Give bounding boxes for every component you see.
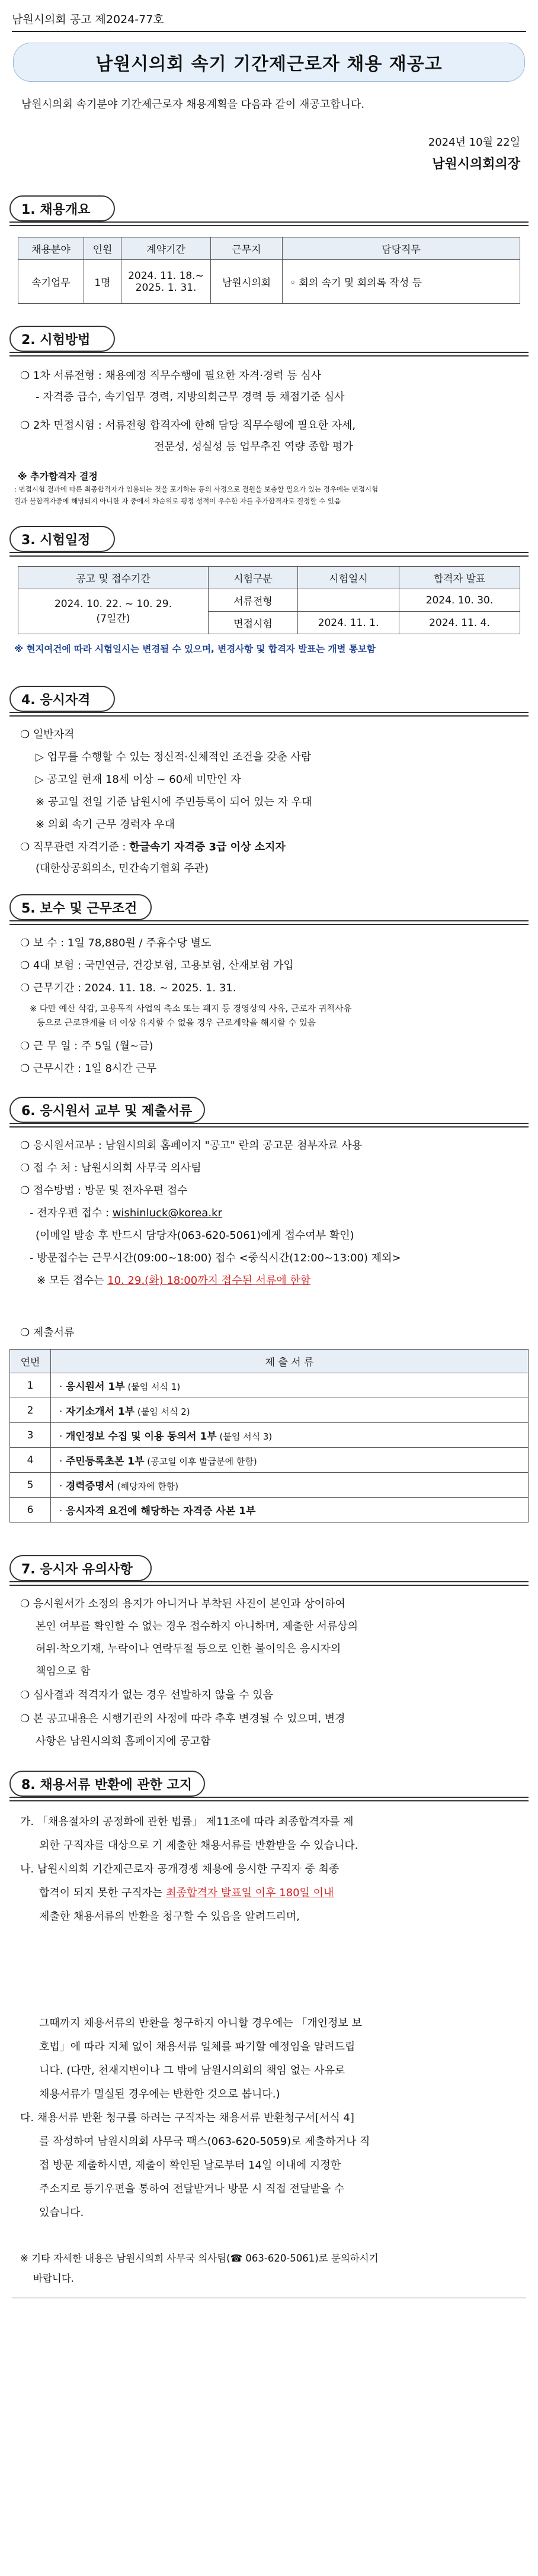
table-cell xyxy=(298,589,399,612)
precaution-item: 본인 여부를 확인할 수 없는 경우 접수하지 아니하며, 제출한 서류상의 xyxy=(36,1620,358,1633)
table-cell: 1 xyxy=(10,1373,51,1398)
return-item: 를 작성하여 남원시의회 사무국 팩스(063-620-5059)로 제출하거나 직 xyxy=(39,2135,370,2148)
eligibility-item: ▷ 업무를 수행할 수 있는 정신적·신체적인 조건을 갖춘 사람 xyxy=(36,751,312,763)
table-header: 공고 및 접수기간 xyxy=(18,567,209,589)
email-link[interactable]: wishinluck@korea.kr xyxy=(112,1207,222,1219)
precaution-item: ❍ 본 공고내용은 시행기관의 사정에 따라 추후 변경될 수 있으며, 변경 xyxy=(20,1713,345,1725)
table-header: 담당직무 xyxy=(283,237,520,260)
page-title: 남원시의회 속기 기간제근로자 채용 재공고 xyxy=(13,43,525,82)
pay-note: ※ 다만 예산 삭감, 고용목적 사업의 축소 또는 폐지 등 경영상의 사유, 근로자 귀책사유 xyxy=(30,1004,352,1014)
table-cell: 2024. 11. 1. xyxy=(298,612,399,634)
exam-step-1: ❍ 1차 서류전형 : 채용예정 직무수행에 필요한 자격·경력 등 심사 xyxy=(20,370,322,382)
extra-pass-text: 결과 불합격자중에 해당되지 아니한 자 중에서 차순위로 평정 성적이 우수한 자를 추가합격자로 결정할 수 있음 xyxy=(14,497,341,505)
section-heading-pay: 5. 보수 및 근무조건 xyxy=(9,894,152,920)
application-item: - 방문접수는 근무시간(09:00~18:00) 접수 <중식시간(12:00~13:00) 제외> xyxy=(30,1252,401,1264)
section-heading-overview: 1. 채용개요 xyxy=(9,195,115,221)
table-header: 연번 xyxy=(10,1350,51,1373)
precaution-item: ❍ 심사결과 적격자가 없는 경우 선발하지 않을 수 있음 xyxy=(20,1689,274,1701)
contact-note: 바랍니다. xyxy=(33,2273,75,2284)
table-cell: · 자기소개서 1부 (붙임 서식 2) xyxy=(51,1398,529,1423)
return-item: 호법」에 따라 지체 없이 채용서류 일체를 파기할 예정임을 알려드립 xyxy=(39,2041,356,2053)
table-cell: 남원시의회 xyxy=(211,260,283,304)
return-item: 그때까지 채용서류의 반환을 청구하지 아니할 경우에는 「개인정보 보 xyxy=(39,2017,362,2029)
table-cell: 면접시험 xyxy=(209,612,298,634)
eligibility-item: ❍ 일반자격 xyxy=(20,728,75,741)
precaution-item: 책임으로 함 xyxy=(36,1665,91,1678)
return-item: 가. 「채용절차의 공정화에 관한 법률」 제11조에 따라 최종합격자를 제 xyxy=(20,1816,354,1828)
notice-date: 2024년 10월 22일 xyxy=(428,136,520,149)
eligibility-item: ※ 공고일 전일 기준 남원시에 주민등록이 되어 있는 자 우대 xyxy=(36,796,312,808)
table-cell: 1명 xyxy=(84,260,121,304)
section-heading-eligibility: 4. 응시자격 xyxy=(9,686,115,712)
exam-step-2: ❍ 2차 면접시험 : 서류전형 합격자에 한해 담당 직무수행에 필요한 자세, xyxy=(20,419,356,432)
issuing-org: 남원시의회의장 xyxy=(432,157,520,172)
table-cell: · 주민등록초본 1부 (공고일 이후 발급분에 한함) xyxy=(51,1448,529,1473)
eligibility-item: ❍ 직무관련 자격기준 : 한글속기 자격증 3급 이상 소지자 xyxy=(20,841,286,853)
intro-text: 남원시의회 속기분야 기간제근로자 채용계획을 다음과 같이 재공고합니다. xyxy=(21,98,365,111)
pay-item: ❍ 근무기간 : 2024. 11. 18. ~ 2025. 1. 31. xyxy=(20,982,236,994)
return-item: 제출한 채용서류의 반환을 청구할 수 있음을 알려드리며, xyxy=(39,1910,300,1923)
table-cell: 6 xyxy=(10,1498,51,1523)
return-item: 있습니다. xyxy=(39,2206,84,2219)
table-cell: 2024. 10. 22. ~ 10. 29. (7일간) xyxy=(18,589,209,634)
pay-item: ❍ 근무시간 : 1일 8시간 근무 xyxy=(20,1062,157,1075)
return-item: 접 방문 제출하시면, 제출이 확인된 날로부터 14일 이내에 지정한 xyxy=(39,2159,341,2172)
table-header: 합격자 발표 xyxy=(399,567,520,589)
application-item: (이메일 발송 후 반드시 담당자(063-620-5061)에게 접수여부 확인) xyxy=(36,1229,354,1242)
table-cell: 2024. 11. 4. xyxy=(399,612,520,634)
return-item: 외한 구직자를 대상으로 기 제출한 채용서류를 반환받을 수 있습니다. xyxy=(39,1839,358,1852)
table-header: 근무지 xyxy=(211,237,283,260)
overview-table xyxy=(18,237,520,304)
return-item: 주소지로 등기우편을 통하여 전달받거나 방문 시 직접 전달받을 수 xyxy=(39,2183,345,2195)
divider xyxy=(12,31,526,32)
table-header: 채용분야 xyxy=(18,237,84,260)
table-cell: · 응시자격 요건에 해당하는 자격증 사본 1부 xyxy=(51,1498,529,1523)
table-header: 시험일시 xyxy=(298,567,399,589)
eligibility-item: ▷ 공고일 현재 18세 이상 ~ 60세 미만인 자 xyxy=(36,773,241,786)
table-cell: 3 xyxy=(10,1423,51,1448)
return-item: 나. 남원시의회 기간제근로자 공개경쟁 채용에 응시한 구직자 중 최종 xyxy=(20,1863,340,1875)
table-cell: 서류전형 xyxy=(209,589,298,612)
documents-table xyxy=(9,1349,529,1523)
return-item: 합격이 되지 못한 구직자는 최종합격자 발표일 이후 180일 이내 xyxy=(39,1887,334,1899)
precaution-item: 허위·착오기재, 누락이나 연락두절 등으로 인한 불이익은 응시자의 xyxy=(36,1643,341,1655)
exam-step-1-detail: - 자격증 급수, 속기업무 경력, 지방의회근무 경력 등 채점기준 심사 xyxy=(36,391,345,403)
precaution-item: 사항은 남원시의회 홈페이지에 공고함 xyxy=(36,1735,211,1748)
table-cell: 5 xyxy=(10,1473,51,1498)
section-heading-return: 8. 채용서류 반환에 관한 고지 xyxy=(9,1771,205,1797)
table-cell: · 응시원서 1부 (붙임 서식 1) xyxy=(51,1373,529,1398)
section-heading-schedule: 3. 시험일정 xyxy=(9,526,115,552)
application-item: ❍ 접 수 처 : 남원시의회 사무국 의사팀 xyxy=(20,1162,201,1174)
pay-item: ❍ 근 무 일 : 주 5일 (월~금) xyxy=(20,1040,153,1052)
table-cell: · 개인정보 수집 및 이용 동의서 1부 (붙임 서식 3) xyxy=(51,1423,529,1448)
table-cell: 2024. 10. 30. xyxy=(399,589,520,612)
application-deadline: ※ 모든 접수는 10. 29.(화) 18:00까지 접수된 서류에 한함 xyxy=(37,1274,311,1287)
notice-number: 남원시의회 공고 제2024-77호 xyxy=(12,13,164,26)
application-item: ❍ 응시원서교부 : 남원시의회 홈페이지 "공고" 란의 공고문 첨부자료 사용 xyxy=(20,1139,363,1152)
pay-item: ❍ 4대 보험 : 국민연금, 건강보험, 고용보험, 산재보험 가입 xyxy=(20,959,294,972)
eligibility-item: (대한상공회의소, 민간속기협회 주관) xyxy=(36,862,209,875)
table-cell: · 경력증명서 (해당자에 한함) xyxy=(51,1473,529,1498)
precaution-item: ❍ 응시원서가 소정의 용지가 아니거나 부착된 사진이 본인과 상이하여 xyxy=(20,1598,345,1610)
extra-pass-text: : 면접시험 결과에 따른 최종합격자가 임용되는 것을 포기하는 등의 사정으로 결원을 보충할 필요가 있는 경우에는 면접시험 xyxy=(14,485,379,493)
contact-note: ※ 기타 자세한 내용은 남원시의회 사무국 의사팀(☎ 063-620-5061)로 문의하시기 xyxy=(20,2253,379,2264)
return-item: 니다. (다만, 천재지변이나 그 밖에 남원시의회의 책임 없는 사유로 xyxy=(39,2064,345,2077)
table-cell: 2024. 11. 18.~ 2025. 1. 31. xyxy=(121,260,211,304)
eligibility-item: ※ 의회 속기 근무 경력자 우대 xyxy=(36,818,175,831)
table-header: 계약기간 xyxy=(121,237,211,260)
section-heading-precautions: 7. 응시자 유의사항 xyxy=(9,1555,152,1581)
table-cell: ◦ 회의 속기 및 회의록 작성 등 xyxy=(283,260,520,304)
section-heading-exam-method: 2. 시험방법 xyxy=(9,326,115,352)
pay-item: ❍ 보 수 : 1일 78,880원 / 주휴수당 별도 xyxy=(20,937,212,949)
table-cell: 4 xyxy=(10,1448,51,1473)
pay-note: 등으로 근로관계를 더 이상 유지할 수 없을 경우 근로계약을 해지할 수 있음 xyxy=(37,1019,316,1028)
exam-step-2-detail: 전문성, 성실성 등 업무추진 역량 종합 평가 xyxy=(154,441,353,453)
schedule-table xyxy=(18,566,520,634)
application-item: ❍ 접수방법 : 방문 및 전자우편 접수 xyxy=(20,1184,188,1197)
table-header: 제 출 서 류 xyxy=(51,1350,529,1373)
docs-title: ❍ 제출서류 xyxy=(20,1326,75,1339)
table-cell: 속기업무 xyxy=(18,260,84,304)
extra-pass-title: ※ 추가합격자 결정 xyxy=(18,471,98,482)
table-cell: 2 xyxy=(10,1398,51,1423)
application-item: - 전자우편 접수 : wishinluck@korea.kr xyxy=(30,1207,222,1219)
schedule-note: ※ 현지여건에 따라 시험일시는 변경될 수 있으며, 변경사항 및 합격자 발표는 개별 통보함 xyxy=(14,644,376,654)
return-item: 다. 채용서류 반환 청구를 하려는 구직자는 채용서류 반환청구서[서식 4] xyxy=(20,2112,354,2124)
table-header: 시험구분 xyxy=(209,567,298,589)
table-header: 인원 xyxy=(84,237,121,260)
return-item: 채용서류가 멸실된 경우에는 반환한 것으로 봅니다.) xyxy=(39,2088,280,2100)
section-heading-application: 6. 응시원서 교부 및 제출서류 xyxy=(9,1097,205,1123)
